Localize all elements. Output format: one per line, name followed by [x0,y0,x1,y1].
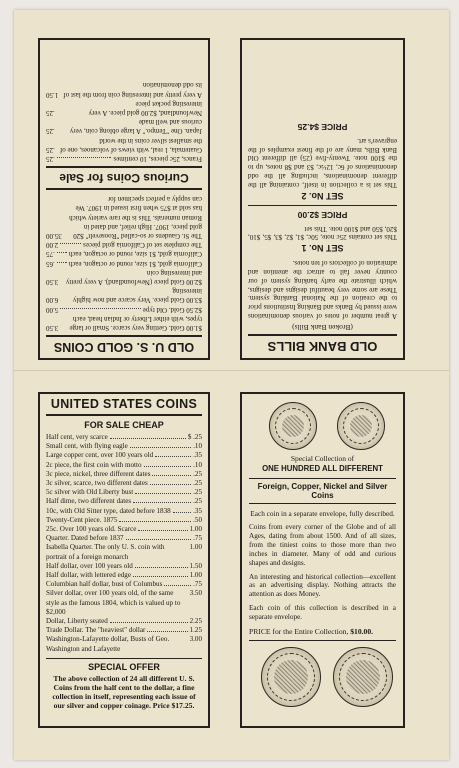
leader-dots [138,530,187,531]
collection-p2: Coins from every corner of the Globe and of all Ages, dating from about 1500. And of all sizes, from the tiniest coins to those more than two inches in diameter. Many of odd and curious shapes and designs. [249,523,396,567]
leader-dots [126,539,192,540]
item-price: .10 [193,442,202,451]
leader-dots [57,262,67,263]
item-label: Half dollar, with lettered edge [46,571,132,580]
item-price: .25 [193,497,202,506]
coin-images-top [249,398,396,454]
item-label: $1.00 Gold. Getting very scarce. Small or large types, with either Liberty or Indian head, each [69,314,202,332]
curious-coins-title: Curious Coins for Sale [46,166,202,190]
coin-images-bottom [249,641,396,711]
price-row [46,488,202,497]
us-coins-list [46,433,202,654]
price-row [46,442,202,451]
collection-line3: Foreign, Copper, Nickel and Silver Coins [249,478,396,504]
leader-dots [135,493,191,494]
set1-price: PRICE $2.00 [248,205,397,220]
item-price: 35.00 [46,231,62,240]
item-price: .35 [193,506,202,515]
price-row [46,135,202,153]
item-label: Francs, 25c pieces, 10 centimes [113,154,202,163]
leader-dots [135,567,188,568]
item-price: 1.00 [189,571,202,580]
item-label: California gold, $1 size, round or octagon, each [68,259,202,268]
item-label: $3.00 Gold piece. Very scarce and now highly interesting [72,287,202,305]
item-label: Newfoundland, $2.00 gold piece. A very interesting pocket piece [88,99,202,117]
price-row [46,268,202,286]
leader-dots [155,456,191,457]
collection-p3: An interesting and historical collection—excellent as an advertising display. Nothing attracts the attention as does Money. [249,572,396,599]
item-price: .75 [193,534,202,543]
item-label: Half cent, very scarce [46,433,108,441]
price-row [46,580,202,589]
set2-title: SET No. 2 [301,190,344,201]
item-price: 1.00 [189,525,202,534]
price-row [46,314,202,332]
gold-coins-panel [38,38,210,360]
fold-line [14,370,449,371]
price-row [46,525,202,534]
price-row [46,117,202,135]
set2-text: This set is a collection in itself, containing all the different denominations, including all the odd denominations of 6c, 12½c, $3 and $8 notes, up to the $100 note. Twenty-five (25) all different Old Bank Bills, many are of the finest examples of the engraver's art. [248,136,397,189]
item-label: Half dime, two different dates [46,497,132,506]
leader-dots [133,502,191,503]
item-label: 2c piece, the first coin with motto [46,460,142,469]
leader-dots [119,521,191,522]
collection-price-label: PRICE for the Entire Collection, [249,627,349,637]
set1-title: SET No. 1 [301,243,344,254]
coin-image-1 [269,402,317,450]
item-price: .25 [46,154,55,163]
leader-dots [152,475,191,476]
item-label: California gold, $1 size, round or octagon, each [68,250,202,259]
leader-dots [144,466,192,467]
item-price: .75 [193,580,202,589]
item-label: Japan. One "Tempo." A large oblong coin, very curious and well made [69,118,202,136]
price-row [46,304,202,313]
item-label: Columbian half dollar, bust of Columbus [46,580,163,589]
special-offer-text: The above collection of 24 all different U. S. Coins from the half cent to the dollar, a fine collection in itself, representing each issue of our silver and copper coinage. Price $17.25. [52,673,196,710]
item-label: A very pretty and interesting coin from the last of its odd denomination [63,81,202,99]
price-row [46,543,202,561]
price-row [46,635,202,653]
item-price: .75 [46,250,55,259]
item-price: 5.00 [46,305,59,314]
item-label: Guatemala, 1 real, with views of volcanoes, one of the smallest silver coins in the world [59,136,202,154]
item-label: $2.50 Gold. Old type [142,305,202,314]
price-row [46,626,202,635]
bank-bills-subtitle: (Broken Bank Bills) [292,323,353,332]
item-price: 1.50 [189,561,202,570]
price-row [46,461,202,470]
item-price: 2.25 [189,617,202,626]
leader-dots [130,447,191,448]
price-row [46,617,202,626]
item-label: 3c silver, scarce, two different dates [46,479,148,488]
item-price: .25 [46,145,55,154]
item-price: .65 [46,259,55,268]
item-label: Quarter. Dated before 1837 [46,534,124,543]
item-label: The complete set of California gold pieces [83,241,202,250]
price-row [46,507,202,516]
item-label: 25c. Over 100 years old. Scarce [46,525,137,534]
price-row [46,154,202,163]
bank-bills-panel [240,38,405,360]
price-row [46,451,202,460]
item-price: .25 [193,469,202,478]
set1-text: This set contains 25c note, 50c, $1, $2, $3, $5, $10, $20, $50 and $100 note. This set [248,224,397,242]
collection-price-line [249,627,396,641]
item-price: 1.25 [189,626,202,635]
gold-coins-title: OLD U. S. GOLD COINS [46,335,202,354]
price-row [46,99,202,117]
price-row [46,258,202,267]
collection-p4: Each coin of this collection is described in a separate envelope. [249,604,396,622]
leader-dots [60,308,140,309]
price-row [46,571,202,580]
leader-dots [57,252,67,253]
collection-panel [240,392,405,728]
price-row [46,479,202,488]
leader-dots [110,622,188,623]
item-label: Half dollar, over 100 years old [46,561,133,570]
item-label: Small cent, with flying eagle [46,442,128,451]
item-label: Twenty-Cent piece. 1875 [46,515,118,524]
item-label: Dollar, Liberty seated [46,617,108,626]
item-price: 3.50 [46,324,59,332]
collection-line2: ONE HUNDRED ALL DIFFERENT [262,464,383,473]
price-row [46,516,202,525]
special-offer-title: SPECIAL OFFER [46,658,202,672]
price-row [46,470,202,479]
gold-coins-list [46,194,202,332]
set2-price: PRICE $4.25 [297,122,348,133]
price-row [46,240,202,249]
collection-price: $10.00. [350,627,374,637]
item-label: Trade Dollar. The "heaviest" dollar [46,626,146,635]
item-price: 2.00 [46,241,59,250]
item-price: $ .25 [187,433,202,441]
coin-image-2 [337,402,385,450]
item-price: .25 [46,127,55,136]
leader-dots [133,576,188,577]
item-label: 3c piece, nickel, three different dates [46,469,151,478]
price-row [46,286,202,304]
item-label: 10c, with Old Sitter type, dated before 1838 [46,506,171,515]
us-coins-title: UNITED STATES COINS [46,397,202,416]
item-label: Isabella Quarter. The only U. S. coin with portrait of a foreign monarch [46,543,165,561]
us-coins-subtitle: FOR SALE CHEAP [84,420,164,430]
leader-dots [110,438,186,439]
item-price: .35 [193,451,202,460]
price-row [46,534,202,543]
item-price: 3.50 [46,277,59,286]
curious-coins-list [46,80,202,163]
item-label: Silver dollar, over 100 years old, of the same style as the famous 1804, which is valued up to $2,000 [46,589,181,616]
item-price: .50 [193,515,202,524]
item-label: Large copper cent, over 100 years old [46,451,154,460]
item-label: The St. Gaudens or so-called "Roosevelt" $20 gold piece, 1907. High relief, and dated in Roman numerals. This is the rare variety which has sold at $75 when first issued in 1907. We can supply a perfect specimen for [69,195,202,240]
price-row [46,433,202,442]
coin-image-4 [333,647,393,707]
item-price: .10 [193,460,202,469]
price-row [46,80,202,98]
coin-image-3 [261,647,321,707]
price-row [46,562,202,571]
bank-bills-intro: A great number of notes of various denominations were issued by Banks and Banking Institutions prior to the creation of the National Banking system. These are some very beautiful designs and designs, which illustrate the early banking system of our country never fail to attract the attention and admiration of collectors of ten notes. [248,259,397,320]
item-price: .25 [46,108,55,117]
item-price: 3.50 [189,589,202,598]
item-price: .25 [193,488,202,497]
item-price: 1.50 [46,90,59,99]
item-label: $2.00 Gold piece (Newfoundland). A very pretty and interesting coin [65,268,202,286]
us-coins-panel [38,392,210,728]
item-label: Washington-Lafayette dollar, Busts of Geo. Washington and Lafayette [46,635,170,653]
price-row [46,194,202,240]
collection-p1: Each coin in a separate envelope, fully described. [250,509,395,518]
collection-line1: Special Collection of [290,454,355,463]
item-price: 1.00 [189,543,202,552]
leader-dots [60,243,81,244]
item-price: .25 [193,479,202,488]
price-row [46,589,202,617]
leader-dots [173,512,191,513]
item-price: 3.00 [189,635,202,644]
leader-dots [164,585,191,586]
price-row [46,497,202,506]
price-row [46,249,202,258]
item-label: 5c silver with Old Liberty bust [46,488,134,497]
item-price: 6.00 [46,296,59,305]
bank-bills-title: OLD BANK BILLS [248,334,397,354]
leader-dots [150,484,191,485]
leader-dots [147,631,187,632]
leader-dots [57,157,112,158]
